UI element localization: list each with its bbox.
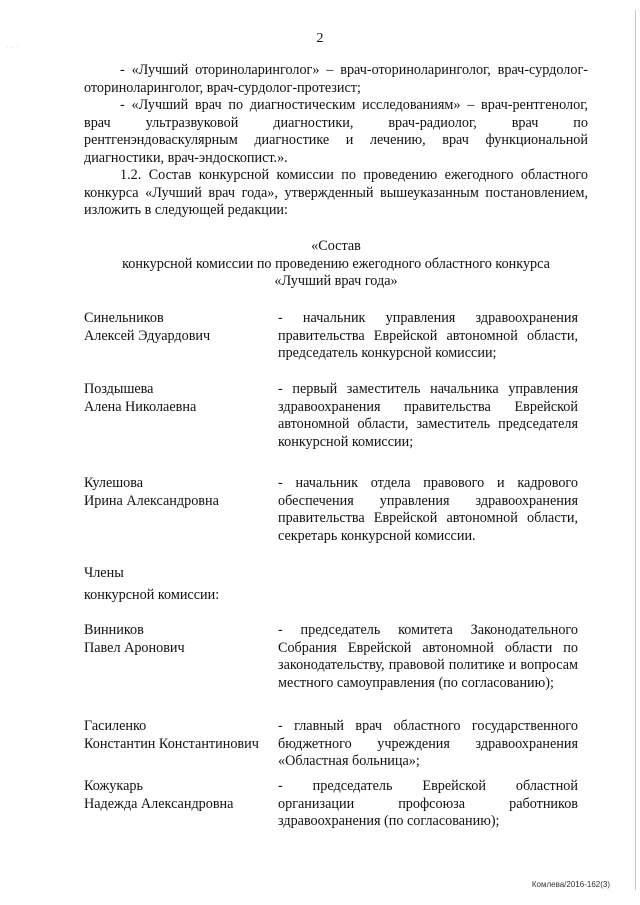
members-heading bbox=[84, 565, 219, 604]
intro-paragraph-commission: 1.2. Состав конкурсной комиссии по проведению ежегодного областного конкурса «Лучший врач года», утвержденный вышеуказанным постановлением, изложить в следующей редакции: bbox=[84, 167, 588, 218]
member-name bbox=[84, 475, 284, 510]
title-line-1: «Состав bbox=[311, 238, 361, 254]
member-role: - председатель Еврейской областной организации профсоюза работников здравоохранения (по согласованию); bbox=[278, 778, 578, 829]
member-given-names: Константин Константинович bbox=[84, 735, 259, 752]
document-reference-footer: Комлева/2016-162(3) bbox=[531, 880, 610, 889]
intro-section bbox=[84, 62, 588, 220]
composition-title bbox=[84, 238, 588, 291]
member-surname: Кожукарь bbox=[84, 778, 143, 794]
member-given-names: Алена Николаевна bbox=[84, 398, 197, 415]
member-name bbox=[84, 778, 284, 813]
member-given-names: Алексей Эдуардович bbox=[84, 327, 211, 344]
member-role: - первый заместитель начальника управления здравоохранения правительства Еврейской автономной области, заместитель председателя конкурсной комиссии; bbox=[278, 381, 578, 450]
member-surname: Винников bbox=[84, 622, 144, 638]
intro-paragraph-otolaryngologist: - «Лучший оториноларинголог» – врач-оториноларинголог, врач-сурдолог-оториноларинголог, врач-сурдолог-протезист; bbox=[84, 62, 588, 96]
title-line-2: конкурсной комиссии по проведению ежегодного областного конкурса bbox=[122, 255, 550, 272]
member-name bbox=[84, 310, 284, 345]
member-given-names: Ирина Александровна bbox=[84, 492, 219, 509]
member-surname: Поздышева bbox=[84, 381, 154, 397]
scan-edge-line bbox=[635, 10, 636, 890]
member-surname: Гасиленко bbox=[84, 718, 147, 734]
page-number: 2 bbox=[316, 31, 324, 46]
member-surname: Синельников bbox=[84, 310, 164, 326]
member-role: - начальник управления здравоохранения правительства Еврейской автономной области, председатель конкурсной комиссии; bbox=[278, 310, 578, 361]
member-role: - председатель комитета Законодательного Собрания Еврейской автономной области по законодательству, правовой политике и вопросам местного самоуправления (по согласованию); bbox=[278, 622, 578, 691]
members-heading-line-2: конкурсной комиссии: bbox=[84, 586, 220, 603]
member-name bbox=[84, 381, 284, 416]
title-line-3: «Лучший врач года» bbox=[274, 273, 398, 289]
edge-mark: · ·· · bbox=[6, 44, 20, 51]
members-heading-line-1: Члены bbox=[84, 565, 124, 581]
member-name bbox=[84, 718, 284, 753]
member-surname: Кулешова bbox=[84, 475, 144, 491]
member-role: - начальник отдела правового и кадрового обеспечения управления здравоохранения правительства Еврейской автономной области, секретарь конкурсной комиссии. bbox=[278, 475, 578, 544]
member-given-names: Надежда Александровна bbox=[84, 795, 234, 812]
member-given-names: Павел Аронович bbox=[84, 639, 185, 656]
intro-paragraph-diagnostics: - «Лучший врач по диагностическим исследованиям» – врач-рентгенолог, врач ультразвуковой диагностики, врач-радиолог, врач по рентгенэндоваскулярным диагностике и лечению, врач функциональной диагностики, врач-эндоскопист.». bbox=[84, 97, 588, 166]
member-role: - главный врач областного государственного бюджетного учреждения здравоохранения «Областная больница»; bbox=[278, 718, 578, 769]
member-name bbox=[84, 622, 284, 657]
